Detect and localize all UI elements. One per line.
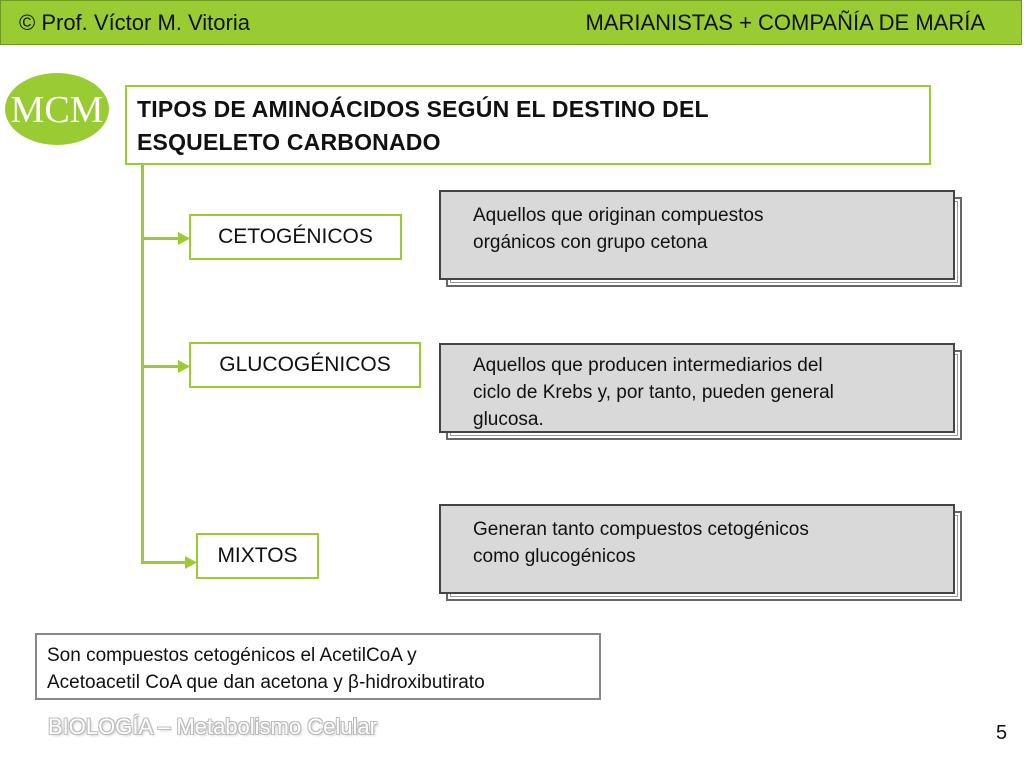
description-glucogenicos	[439, 343, 957, 433]
note-text: Son compuestos cetogénicos el AcetilCoA y Acetoacetil CoA que dan acetona y β-hidroxibutirato	[47, 645, 485, 693]
mcm-logo	[2, 70, 110, 148]
title-line-1: TIPOS DE AMINOÁCIDOS SEGÚN EL DESTINO DEL	[137, 96, 709, 122]
school-label: MARIANISTAS + COMPAÑÍA DE MARÍA	[585, 10, 985, 35]
category-mixtos: MIXTOS	[196, 533, 319, 579]
footer-subject: BIOLOGÍA – Metabolismo Celular	[48, 714, 377, 739]
description-text: Aquellos que producen intermediarios del ciclo de Krebs y, por tanto, pueden general glucosa.	[473, 355, 834, 430]
logo-text: MCM	[10, 89, 104, 131]
category-cetogenicos: CETOGÉNICOS	[189, 214, 402, 260]
description-cetogenicos	[439, 190, 957, 280]
connector-mixtos	[141, 561, 188, 564]
connector-cetogenicos	[141, 237, 181, 240]
category-glucogenicos: GLUCOGÉNICOS	[189, 342, 421, 388]
title-box	[125, 85, 931, 165]
title-line-2: ESQUELETO CARBONADO	[137, 129, 441, 155]
connector-vertical	[141, 165, 144, 563]
page-title	[137, 93, 709, 159]
description-text: Aquellos que originan compuestos orgánicos con grupo cetona	[473, 205, 764, 253]
note-box	[35, 633, 601, 700]
description-text: Generan tanto compuestos cetogénicos como glucogénicos	[473, 519, 809, 567]
connector-glucogenicos	[141, 365, 181, 368]
page-number: 5	[996, 722, 1008, 744]
author-label: © Prof. Víctor M. Vitoria	[19, 10, 250, 35]
header-bar	[0, 0, 1022, 45]
description-mixtos	[439, 504, 957, 594]
